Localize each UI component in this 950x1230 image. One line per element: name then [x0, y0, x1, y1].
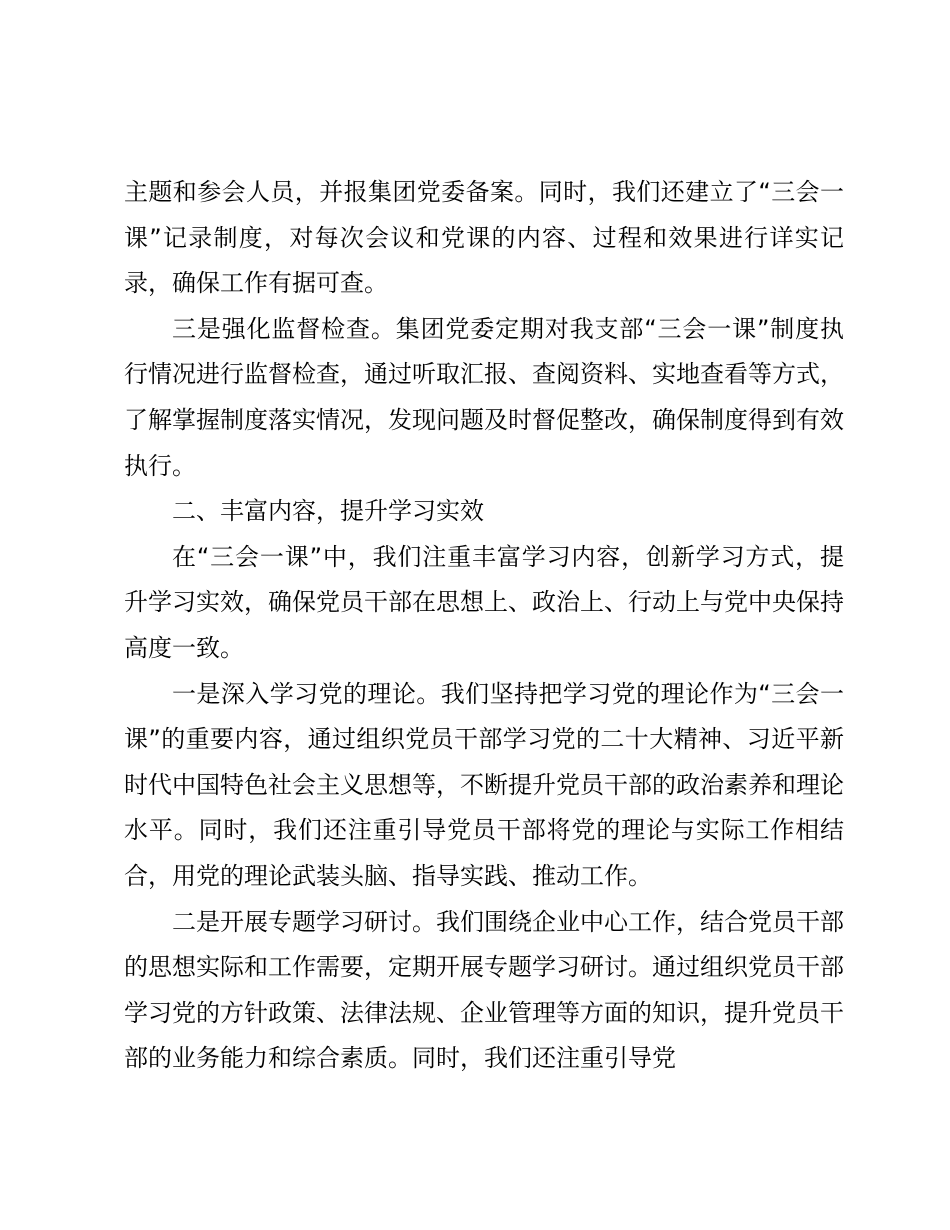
paragraph-supervision: 三是强化监督检查。集团党委定期对我支部“三会一课”制度执行情况进行监督检查，通过听取汇报、查阅资料、实地查看等方式，了解掌握制度落实情况，发现问题及时督促整改，确保制度得到有效执行。 — [124, 314, 844, 480]
paragraph-topic-study: 二是开展专题学习研讨。我们围绕企业中心工作，结合党员干部的思想实际和工作需要，定期开展专题学习研讨。通过组织党员干部学习党的方针政策、法律法规、企业管理等方面的知识，提升党员干部的业务能力和综合素质。同时，我们还注重引导党 — [124, 907, 844, 1073]
section-heading: 二、丰富内容，提升学习实效 — [172, 497, 484, 526]
document-body — [124, 170, 844, 1082]
paragraph-continuation: 主题和参会人员，并报集团党委备案。同时，我们还建立了“三会一课”记录制度，对每次会议和党课的内容、过程和效果进行详实记录，确保工作有据可查。 — [124, 178, 844, 298]
paragraph-section-intro: 在“三会一课”中，我们注重丰富学习内容，创新学习方式，提升学习实效，确保党员干部在思想上、政治上、行动上与党中央保持高度一致。 — [124, 542, 844, 662]
paragraph-theory-study: 一是深入学习党的理论。我们坚持把学习党的理论作为“三会一课”的重要内容，通过组织党员干部学习党的二十大精神、习近平新时代中国特色社会主义思想等，不断提升党员干部的政治素养和理论水平。同时，我们还注重引导党员干部将党的理论与实际工作相结合，用党的理论武装头脑、指导实践、推动工作。 — [124, 679, 844, 890]
